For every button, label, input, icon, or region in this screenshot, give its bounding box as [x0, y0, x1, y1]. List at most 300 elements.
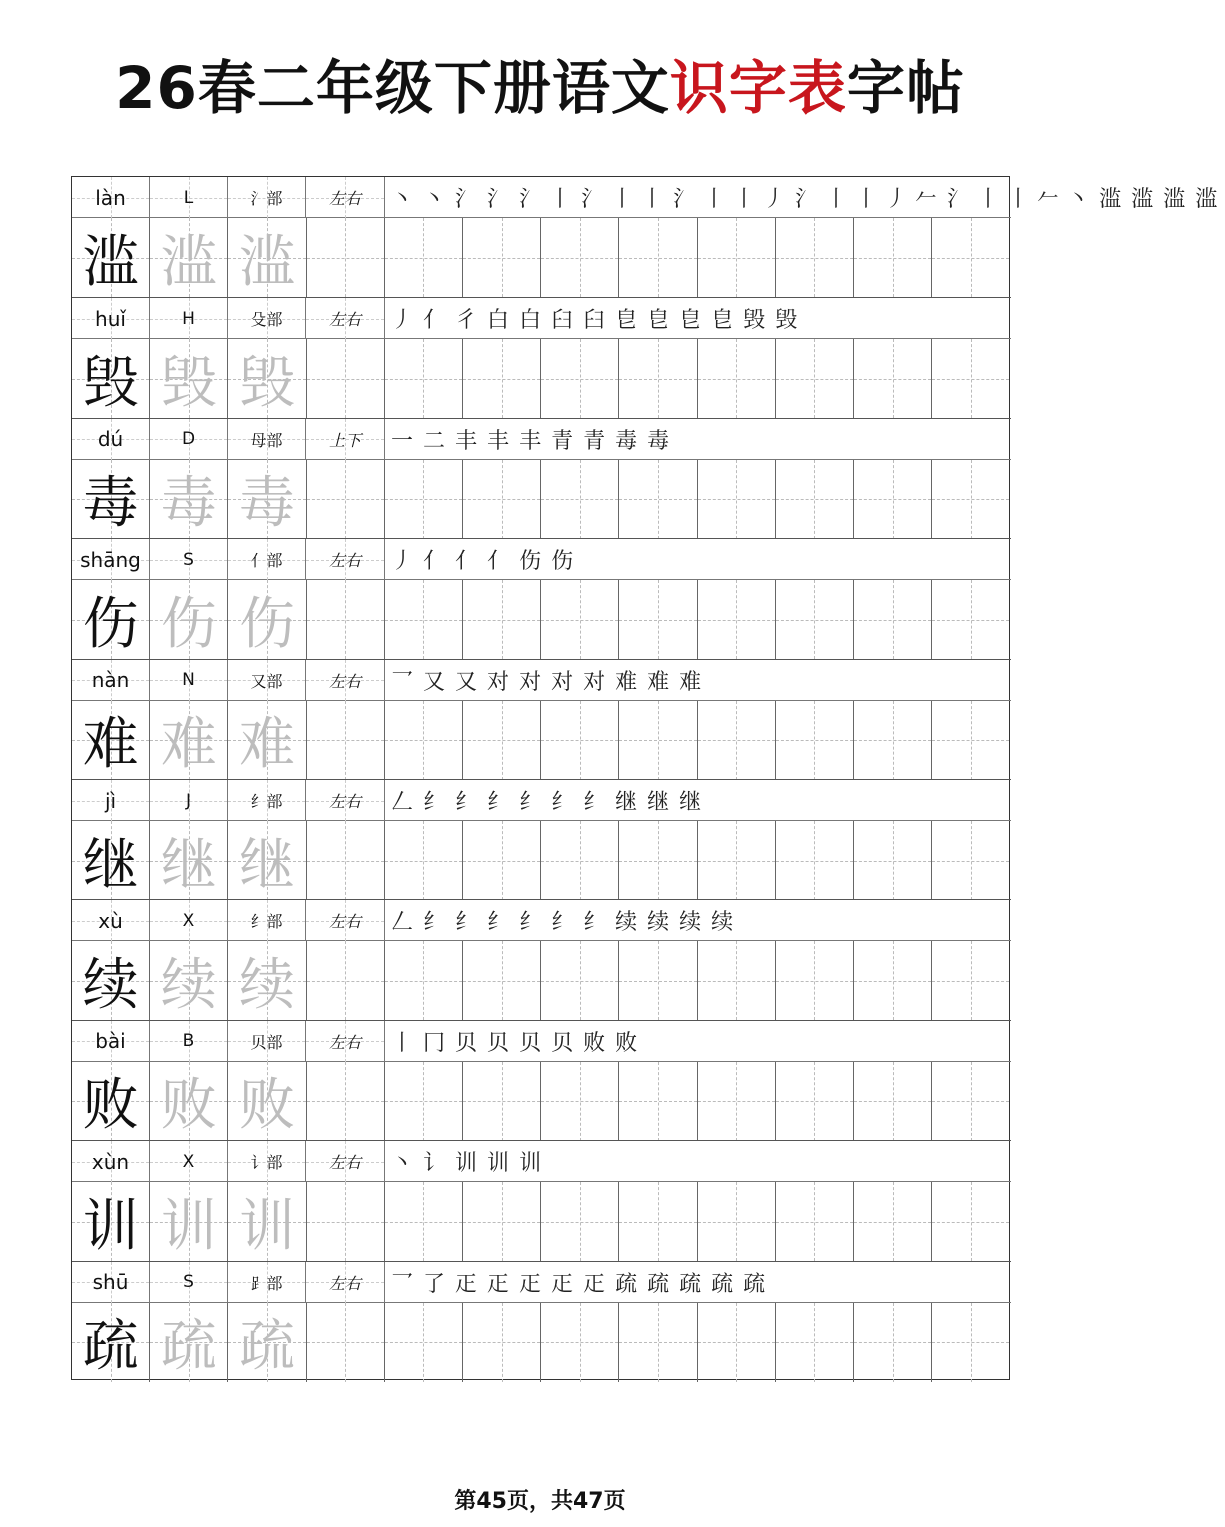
model-character-cell — [72, 701, 150, 780]
structure-label: 上下 — [328, 430, 361, 450]
blank-practice-cell[interactable] — [698, 1062, 776, 1141]
page-number: 第45页，共47页 — [454, 1489, 626, 1514]
stroke-step: 皀 — [711, 308, 742, 334]
stroke-order-sequence — [385, 539, 1011, 580]
blank-practice-cell[interactable] — [385, 339, 463, 418]
pinyin-label: nàn — [91, 668, 130, 693]
pinyin-label: dú — [97, 427, 124, 452]
model-character-cell — [72, 1062, 150, 1141]
initial-letter-cell — [150, 1262, 228, 1303]
trace-character: 毁 — [238, 350, 295, 416]
model-character-cell — [150, 339, 228, 418]
title-part1: 26春二年级下册语文 — [115, 54, 670, 122]
practice-row — [72, 701, 1011, 780]
model-character: 继 — [82, 832, 139, 898]
stroke-step: 一 — [391, 428, 422, 454]
stroke-step: 纟 — [455, 910, 486, 936]
blank-practice-cell[interactable] — [854, 1182, 932, 1261]
stroke-step: 𤴓 — [583, 1271, 614, 1297]
character-entry — [72, 779, 1011, 899]
trace-character: 难 — [238, 712, 295, 778]
initial-letter: B — [182, 1031, 195, 1052]
blank-practice-cell[interactable] — [307, 218, 385, 297]
blank-practice-cell[interactable] — [541, 1303, 619, 1382]
blank-practice-cell[interactable] — [854, 580, 932, 659]
blank-practice-cell[interactable] — [698, 1303, 776, 1382]
initial-letter: D — [181, 429, 196, 450]
blank-practice-cell[interactable] — [776, 460, 854, 539]
initial-letter: S — [183, 1272, 194, 1293]
model-character-cell — [150, 701, 228, 780]
model-character-cell — [72, 460, 150, 539]
model-character-cell — [150, 941, 228, 1020]
pinyin-label-cell — [72, 1141, 150, 1182]
blank-practice-cell[interactable] — [463, 821, 541, 900]
blank-practice-cell[interactable] — [776, 701, 854, 780]
practice-row — [72, 1182, 1011, 1261]
stroke-step: 毒 — [615, 428, 646, 454]
trace-character: 败 — [238, 1073, 295, 1139]
structure-label-cell — [306, 539, 385, 580]
model-character-cell — [72, 218, 150, 297]
stroke-order-sequence — [385, 900, 1011, 941]
stroke-order-sequence — [385, 780, 1011, 821]
blank-practice-cell[interactable] — [698, 941, 776, 1020]
trace-character: 毒 — [160, 471, 217, 537]
stroke-step: 继 — [679, 790, 710, 815]
structure-label-cell — [306, 1021, 385, 1062]
blank-practice-cell[interactable] — [932, 1182, 1009, 1261]
pinyin-label-cell — [72, 660, 150, 701]
model-character: 训 — [82, 1193, 139, 1259]
blank-practice-cell[interactable] — [307, 339, 385, 418]
info-row — [72, 660, 1011, 701]
stroke-step: 纟 — [551, 910, 582, 936]
model-character: 伤 — [82, 591, 139, 657]
model-character-cell — [150, 218, 228, 297]
stroke-step: 毁 — [743, 308, 774, 334]
blank-practice-cell[interactable] — [854, 1303, 932, 1382]
blank-practice-cell[interactable] — [619, 339, 697, 418]
stroke-step: 丿 — [391, 308, 422, 334]
stroke-step: 氵丨丨 — [581, 187, 672, 212]
blank-practice-cell[interactable] — [619, 701, 697, 780]
stroke-step: 氵丨丨丿 — [673, 187, 794, 212]
blank-practice-cell[interactable] — [463, 701, 541, 780]
blank-practice-cell[interactable] — [463, 339, 541, 418]
model-character: 毁 — [82, 350, 139, 416]
pinyin-label-cell — [72, 900, 150, 941]
blank-practice-cell[interactable] — [385, 580, 463, 659]
practice-sheet — [71, 176, 1225, 1380]
blank-practice-cell[interactable] — [619, 218, 697, 297]
blank-practice-cell[interactable] — [619, 580, 697, 659]
stroke-step: 二 — [423, 428, 454, 454]
blank-practice-cell[interactable] — [307, 460, 385, 539]
blank-practice-cell[interactable] — [307, 580, 385, 659]
pinyin-label: jì — [104, 788, 117, 813]
model-character-cell — [150, 1062, 228, 1141]
blank-practice-cell[interactable] — [776, 218, 854, 297]
blank-practice-cell[interactable] — [854, 941, 932, 1020]
stroke-order-sequence — [385, 1262, 1011, 1303]
stroke-step: 贝 — [551, 1030, 582, 1056]
trace-character: 疏 — [238, 1314, 295, 1380]
character-entry — [72, 177, 1225, 297]
blank-practice-cell[interactable] — [698, 218, 776, 297]
model-character-cell — [228, 1182, 306, 1261]
blank-practice-cell[interactable] — [776, 941, 854, 1020]
model-character-cell — [150, 821, 228, 900]
stroke-step: 纟 — [423, 910, 454, 936]
blank-practice-cell[interactable] — [619, 460, 697, 539]
model-character-cell — [72, 1182, 150, 1261]
blank-practice-cell[interactable] — [463, 1303, 541, 1382]
radical-label: ⻊部 — [250, 1273, 283, 1293]
stroke-step: 白 — [519, 308, 550, 334]
stroke-step: 贝 — [487, 1030, 518, 1056]
blank-practice-cell[interactable] — [385, 821, 463, 900]
stroke-step: 丨 — [391, 1030, 422, 1056]
radical-label-cell — [228, 419, 306, 460]
initial-letter: L — [183, 187, 194, 208]
practice-row — [72, 460, 1011, 539]
radical-label: 氵部 — [250, 189, 283, 208]
stroke-step: 滥 — [1163, 187, 1194, 212]
stroke-order-sequence — [385, 1021, 1011, 1062]
radical-label-cell — [228, 780, 306, 821]
blank-practice-cell[interactable] — [776, 339, 854, 418]
blank-practice-cell[interactable] — [385, 460, 463, 539]
structure-label: 左右 — [328, 1032, 361, 1052]
structure-label: 左右 — [328, 792, 361, 811]
stroke-step: 难 — [615, 669, 646, 695]
practice-row — [72, 339, 1011, 418]
pinyin-label-cell — [72, 1021, 150, 1062]
character-entry — [72, 297, 1011, 417]
structure-label: 左右 — [328, 1273, 361, 1293]
blank-practice-cell[interactable] — [932, 701, 1009, 780]
info-row — [72, 900, 1011, 941]
radical-label: 又部 — [250, 671, 283, 691]
stroke-step: 又 — [455, 669, 486, 695]
blank-practice-cell[interactable] — [776, 1303, 854, 1382]
stroke-step: 纟 — [551, 790, 582, 815]
stroke-step: 𠃋 — [391, 910, 422, 936]
info-row — [72, 539, 1011, 580]
initial-letter-cell — [150, 900, 228, 941]
structure-label: 左右 — [328, 310, 361, 330]
stroke-step: 氵丨 — [519, 187, 580, 212]
stroke-step: 对 — [487, 669, 518, 695]
stroke-order-sequence — [385, 419, 1011, 460]
title-part3: 字帖 — [846, 54, 965, 122]
stroke-step: 丶 — [391, 187, 422, 212]
blank-practice-cell[interactable] — [541, 941, 619, 1020]
stroke-step: 皀 — [615, 308, 646, 334]
initial-letter: J — [185, 790, 191, 811]
structure-label: 左右 — [328, 912, 361, 932]
blank-practice-cell[interactable] — [698, 580, 776, 659]
radical-label: 亻部 — [250, 551, 283, 571]
stroke-step: 纟 — [487, 910, 518, 936]
blank-practice-cell[interactable] — [385, 701, 463, 780]
structure-label: 左右 — [328, 1153, 361, 1173]
blank-practice-cell[interactable] — [541, 339, 619, 418]
stroke-step: 续 — [711, 910, 742, 936]
blank-practice-cell[interactable] — [698, 1182, 776, 1261]
radical-label-cell — [228, 1141, 306, 1182]
stroke-step: 纟 — [583, 790, 614, 815]
blank-practice-cell[interactable] — [932, 460, 1009, 539]
blank-practice-cell[interactable] — [307, 821, 385, 900]
stroke-step: 丰 — [455, 428, 486, 454]
blank-practice-cell[interactable] — [541, 218, 619, 297]
model-character-cell — [72, 821, 150, 900]
blank-practice-cell[interactable] — [932, 941, 1009, 1020]
blank-practice-cell[interactable] — [463, 580, 541, 659]
stroke-step: 𤴓 — [455, 1271, 486, 1297]
stroke-step: 纟 — [455, 790, 486, 815]
practice-row — [72, 218, 1011, 297]
blank-practice-cell[interactable] — [854, 1062, 932, 1141]
model-character-cell — [72, 1303, 150, 1382]
stroke-step: 贝 — [519, 1030, 550, 1056]
blank-practice-cell[interactable] — [541, 821, 619, 900]
trace-character: 伤 — [238, 591, 295, 657]
blank-practice-cell[interactable] — [541, 580, 619, 659]
stroke-step: 败 — [615, 1030, 646, 1056]
initial-letter-cell — [150, 780, 228, 821]
stroke-step: 难 — [679, 669, 710, 695]
trace-character: 毒 — [238, 471, 295, 537]
structure-label-cell — [306, 660, 385, 701]
model-character-cell — [228, 701, 306, 780]
stroke-step: 续 — [679, 910, 710, 936]
radical-label: 母部 — [250, 430, 283, 450]
pinyin-label: huǐ — [95, 306, 126, 331]
stroke-step: 氵丨丨𠂉丶 — [947, 187, 1098, 212]
stroke-order-sequence — [385, 298, 1011, 339]
blank-practice-cell[interactable] — [776, 1062, 854, 1141]
stroke-step: 讠 — [423, 1151, 454, 1177]
blank-practice-cell[interactable] — [854, 218, 932, 297]
info-row — [72, 419, 1011, 460]
blank-practice-cell[interactable] — [385, 1303, 463, 1382]
blank-practice-cell[interactable] — [541, 1062, 619, 1141]
info-row — [72, 780, 1011, 821]
radical-label-cell — [228, 900, 306, 941]
model-character: 滥 — [82, 229, 139, 295]
pinyin-label: xù — [98, 908, 123, 933]
blank-practice-cell[interactable] — [385, 1182, 463, 1261]
stroke-step: 𤴓 — [519, 1271, 550, 1297]
blank-practice-cell[interactable] — [619, 1182, 697, 1261]
blank-practice-cell[interactable] — [541, 460, 619, 539]
blank-practice-cell[interactable] — [307, 1062, 385, 1141]
stroke-step: 彳 — [455, 308, 486, 334]
blank-practice-cell[interactable] — [932, 218, 1009, 297]
blank-practice-cell[interactable] — [854, 701, 932, 780]
stroke-step: 疏 — [711, 1271, 742, 1297]
pinyin-label: bài — [95, 1029, 126, 1054]
trace-character: 败 — [160, 1073, 217, 1139]
blank-practice-cell[interactable] — [463, 460, 541, 539]
info-row — [72, 298, 1011, 339]
blank-practice-cell[interactable] — [932, 339, 1009, 418]
stroke-step: 白 — [487, 308, 518, 334]
structure-label-cell — [306, 419, 385, 460]
structure-label: 左右 — [328, 671, 361, 691]
blank-practice-cell[interactable] — [698, 460, 776, 539]
model-character: 难 — [82, 712, 139, 778]
blank-practice-cell[interactable] — [932, 1062, 1009, 1141]
blank-practice-cell[interactable] — [463, 1062, 541, 1141]
stroke-step: 续 — [615, 910, 646, 936]
structure-label-cell — [306, 780, 385, 821]
radical-label-cell — [228, 539, 306, 580]
blank-practice-cell[interactable] — [385, 218, 463, 297]
stroke-order-sequence — [385, 1141, 1011, 1182]
blank-practice-cell[interactable] — [698, 339, 776, 418]
blank-practice-cell[interactable] — [307, 1182, 385, 1261]
initial-letter-cell — [150, 419, 228, 460]
initial-letter: S — [183, 549, 194, 570]
model-character-cell — [228, 218, 306, 297]
blank-practice-cell[interactable] — [776, 580, 854, 659]
stroke-step: 滥 — [1131, 187, 1162, 212]
stroke-step: 续 — [647, 910, 678, 936]
radical-label: 讠部 — [250, 1153, 283, 1173]
trace-character: 毁 — [160, 350, 217, 416]
trace-character: 难 — [160, 712, 217, 778]
blank-practice-cell[interactable] — [619, 1303, 697, 1382]
model-character-cell — [228, 821, 306, 900]
pinyin-label-cell — [72, 1262, 150, 1303]
model-character-cell — [228, 941, 306, 1020]
radical-label: 贝部 — [250, 1032, 283, 1052]
trace-character: 伤 — [160, 591, 217, 657]
model-character: 毒 — [82, 471, 139, 537]
info-row — [72, 177, 1225, 218]
stroke-step: 训 — [519, 1151, 550, 1177]
blank-practice-cell[interactable] — [854, 460, 932, 539]
pinyin-label: shāng — [80, 547, 141, 572]
practice-row — [72, 1062, 1011, 1141]
stroke-step: 疏 — [615, 1271, 646, 1297]
character-entry — [72, 538, 1011, 658]
stroke-step: 疏 — [679, 1271, 710, 1297]
model-character: 疏 — [82, 1314, 139, 1380]
blank-practice-cell[interactable] — [541, 701, 619, 780]
pinyin-label: làn — [95, 185, 126, 210]
initial-letter-cell — [150, 298, 228, 339]
blank-practice-cell[interactable] — [619, 941, 697, 1020]
blank-practice-cell[interactable] — [932, 1303, 1009, 1382]
blank-practice-cell[interactable] — [776, 821, 854, 900]
info-row — [72, 1021, 1011, 1062]
pinyin-label-cell — [72, 177, 150, 218]
stroke-step: 𠃋 — [391, 790, 422, 815]
blank-practice-cell[interactable] — [385, 941, 463, 1020]
stroke-step: 乛 — [391, 1271, 422, 1297]
blank-practice-cell[interactable] — [541, 1182, 619, 1261]
blank-practice-cell[interactable] — [307, 1303, 385, 1382]
practice-row — [72, 941, 1011, 1020]
radical-label-cell — [228, 1262, 306, 1303]
blank-practice-cell[interactable] — [385, 1062, 463, 1141]
stroke-step: 毒 — [647, 428, 678, 454]
stroke-step: 皀 — [679, 308, 710, 334]
radical-label: 纟部 — [250, 912, 283, 932]
model-character-cell — [72, 339, 150, 418]
blank-practice-cell[interactable] — [698, 821, 776, 900]
stroke-step: 青 — [551, 428, 582, 454]
blank-practice-cell[interactable] — [776, 1182, 854, 1261]
structure-label-cell — [306, 900, 385, 941]
stroke-step: 青 — [583, 428, 614, 454]
blank-practice-cell[interactable] — [932, 580, 1009, 659]
pinyin-label: shū — [92, 1270, 129, 1295]
model-character: 败 — [82, 1073, 139, 1139]
stroke-step: 亻 — [423, 308, 454, 334]
blank-practice-cell[interactable] — [307, 941, 385, 1020]
blank-practice-cell[interactable] — [854, 339, 932, 418]
blank-practice-cell[interactable] — [307, 701, 385, 780]
blank-practice-cell[interactable] — [854, 821, 932, 900]
practice-row — [72, 1303, 1011, 1382]
stroke-step: 纟 — [487, 790, 518, 815]
blank-practice-cell[interactable] — [463, 1182, 541, 1261]
initial-letter: X — [182, 1151, 195, 1172]
blank-practice-cell[interactable] — [463, 218, 541, 297]
trace-character: 滥 — [238, 229, 295, 295]
stroke-step: 疏 — [647, 1271, 678, 1297]
model-character-cell — [150, 1303, 228, 1382]
trace-character: 训 — [238, 1193, 295, 1259]
stroke-step: 毁 — [775, 308, 806, 334]
stroke-step: 伤 — [519, 549, 550, 575]
blank-practice-cell[interactable] — [698, 701, 776, 780]
model-character-cell — [228, 1303, 306, 1382]
stroke-step: 继 — [615, 790, 646, 815]
radical-label-cell — [228, 660, 306, 701]
blank-practice-cell[interactable] — [619, 1062, 697, 1141]
stroke-step: 亻 — [423, 549, 454, 575]
stroke-step: 𤴓 — [487, 1271, 518, 1297]
pinyin-label-cell — [72, 780, 150, 821]
model-character-cell — [72, 941, 150, 1020]
stroke-step: 亻 — [455, 549, 486, 575]
stroke-step: 丰 — [487, 428, 518, 454]
character-entry — [72, 1020, 1011, 1140]
initial-letter: N — [182, 670, 195, 691]
blank-practice-cell[interactable] — [463, 941, 541, 1020]
trace-character: 继 — [160, 832, 217, 898]
stroke-step: 丰 — [519, 428, 550, 454]
initial-letter-cell — [150, 539, 228, 580]
stroke-step: 纟 — [583, 910, 614, 936]
blank-practice-cell[interactable] — [619, 821, 697, 900]
stroke-order-sequence — [385, 177, 1225, 218]
initial-letter-cell — [150, 1141, 228, 1182]
blank-practice-cell[interactable] — [932, 821, 1009, 900]
radical-label: 殳部 — [250, 310, 283, 330]
character-entry — [72, 1261, 1011, 1381]
stroke-step: 败 — [583, 1030, 614, 1056]
stroke-step: 皀 — [647, 308, 678, 334]
stroke-step: 继 — [647, 790, 678, 815]
